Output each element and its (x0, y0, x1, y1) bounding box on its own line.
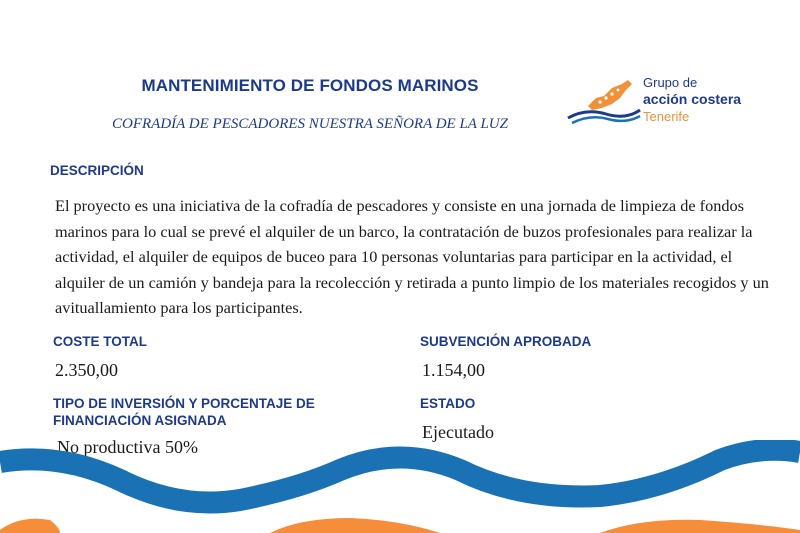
description-text: El proyecto es una iniciativa de la cofradía de pescadores y consiste en una jornada de limpieza de fondos marinos para lo cual se prevé el alquiler de un barco, la contratación de buzos profesionales para realizar la actividad, el alquiler de equipos de buceo para 10 personas voluntarias para participar en la actividad, el alquiler de un camión y bandeja para la recolección y retirada a punto limpio de los materiales recogidos y un avituallamiento para los participantes. (55, 196, 769, 317)
total-cost-value: 2.350,00 (55, 360, 118, 380)
total-cost-label: COSTE TOTAL (53, 334, 147, 349)
description-heading: DESCRIPCIÓN (50, 163, 144, 178)
logo-text-line1: Grupo de (643, 75, 698, 90)
logo (566, 74, 756, 134)
status-label: ESTADO (420, 396, 476, 411)
investment-type-value: No productiva 50% (57, 437, 198, 457)
page-title: MANTENIMIENTO DE FONDOS MARINOS (141, 76, 479, 95)
blue-wave-shape (0, 450, 800, 503)
orange-wave-shape (270, 518, 440, 533)
status-value: Ejecutado (422, 422, 494, 442)
approved-grant-label: SUBVENCIÓN APROBADA (420, 334, 592, 349)
decorative-waves (0, 440, 800, 533)
orange-wave-shape (0, 519, 60, 533)
tenerife-island-icon (566, 76, 642, 126)
logo-text-line2: acción costera (643, 91, 742, 107)
investment-type-label: TIPO DE INVERSIÓN Y PORCENTAJE DE FINANCIACIÓN ASIGNADA (53, 396, 315, 428)
page-subtitle: COFRADÍA DE PESCADORES NUESTRA SEÑORA DE LA LUZ (112, 116, 508, 132)
orange-wave-shape (600, 520, 800, 533)
approved-grant-value: 1.154,00 (422, 360, 485, 380)
logo-text-line3: Tenerife (643, 109, 690, 124)
